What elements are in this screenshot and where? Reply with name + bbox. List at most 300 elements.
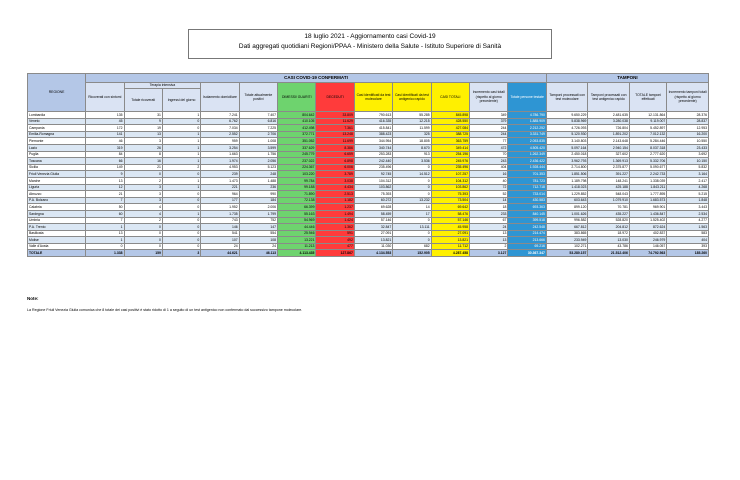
data-cell: 46.113 [239, 250, 277, 257]
data-cell: 9 [86, 171, 124, 178]
data-cell: 4.113.435 [278, 250, 316, 257]
table-row [28, 131, 709, 138]
data-cell: 44.621 [201, 250, 239, 257]
data-cell: 127.867 [316, 250, 354, 257]
data-cell: 13.821 [354, 237, 392, 244]
data-cell: 435.227 [588, 210, 630, 217]
table-row [28, 210, 709, 217]
data-cell: 2.450.018 [546, 151, 588, 158]
data-cell: 177 [201, 197, 239, 204]
region-name-cell: Liguria [28, 184, 86, 191]
data-cell: 990 [239, 191, 277, 198]
data-cell: 1.424 [316, 217, 354, 224]
data-cell: 12.131.864 [629, 112, 666, 119]
data-cell: 11.629 [316, 118, 354, 125]
data-cell: 21 [124, 164, 162, 171]
data-cell: 492 [316, 237, 354, 244]
table-row [28, 171, 709, 178]
data-cell: 1.974 [201, 158, 239, 165]
data-cell: 28.376 [667, 112, 709, 119]
data-cell: 253.283 [354, 151, 392, 158]
data-cell: 21 [86, 191, 124, 198]
data-cell: 6.898 [316, 158, 354, 165]
data-cell: 12 [86, 184, 124, 191]
data-cell: 24 [239, 243, 277, 250]
table-row [28, 230, 709, 237]
table-row [28, 158, 709, 165]
data-cell: 107 [201, 237, 239, 244]
data-cell: 58.476 [431, 210, 469, 217]
table-row [28, 217, 709, 224]
col-header-isolamento: Isolamento domiciliare [201, 83, 239, 112]
data-cell: 1 [86, 237, 124, 244]
data-cell: 3 [124, 197, 162, 204]
data-cell: 0 [393, 164, 431, 171]
data-cell: 319 [86, 144, 124, 151]
data-cell: 344.954 [354, 138, 392, 145]
data-cell: 21.512.406 [588, 250, 630, 257]
data-cell: 30.367.347 [508, 250, 547, 257]
report-date-title: 18 luglio 2021 - Aggiornamento casi Covid-19 [304, 33, 436, 40]
data-cell: 959 [201, 138, 239, 145]
data-cell: 0 [86, 243, 124, 250]
data-cell: 0 [393, 177, 431, 184]
data-cell: 5.090.677 [629, 164, 666, 171]
region-name-cell: Toscana [28, 158, 86, 165]
data-cell: 77 [470, 138, 508, 145]
data-cell: 340.744 [354, 144, 392, 151]
table-row [28, 164, 709, 171]
data-cell: 4.277 [667, 217, 709, 224]
data-cell: 603.643 [546, 197, 588, 204]
data-cell: 102.271 [546, 243, 588, 250]
data-cell: 2.212.252 [508, 125, 547, 132]
region-name-cell: Lombardia [28, 112, 86, 119]
data-cell: 1.262.349 [508, 151, 547, 158]
table-row [28, 177, 709, 184]
data-cell: 0 [162, 125, 200, 132]
data-cell: 3.599 [239, 144, 277, 151]
data-cell: 60 [86, 210, 124, 217]
data-cell: 2.481.635 [588, 112, 630, 119]
data-cell: 430.583 [508, 197, 547, 204]
col-header-tamponi-incremento: Incremento tamponi totali (rispetto al giorno precedente) [667, 83, 709, 112]
data-cell: 1.362 [316, 224, 354, 231]
table-row [28, 112, 709, 119]
data-cell: 477 [316, 243, 354, 250]
data-cell: 1 [162, 184, 200, 191]
data-cell: 233.949 [546, 237, 588, 244]
data-cell: 57.146 [431, 217, 469, 224]
data-cell: 0 [124, 243, 162, 250]
data-cell: 427.084 [431, 125, 469, 132]
data-cell: 13.232 [393, 197, 431, 204]
data-cell: 693.363 [508, 204, 547, 211]
data-cell: 13 [470, 237, 508, 244]
data-cell: 58.459 [354, 210, 392, 217]
data-cell: 0 [393, 230, 431, 237]
data-cell: 8.386 [316, 144, 354, 151]
data-cell: 245.779 [278, 151, 316, 158]
data-cell: 2.436.422 [508, 158, 547, 165]
data-cell: 3 [124, 138, 162, 145]
data-cell: 899.120 [546, 204, 588, 211]
data-cell: 159 [124, 250, 162, 257]
data-cell: 16 [470, 171, 508, 178]
region-name-cell: Molise [28, 237, 86, 244]
data-cell: 5.123 [239, 164, 277, 171]
data-cell: 5.452.897 [629, 125, 666, 132]
data-cell: 7.012.132 [629, 131, 666, 138]
data-cell: 393 [667, 243, 709, 250]
data-cell: 996.582 [546, 217, 588, 224]
region-name-cell: TOTALE [28, 250, 86, 257]
notes-text: La Regione Friuli Venezia Giulia comunica che 8 totale dei casi positivi è stato ridotto di 1 a seguito di un test antigenico non confermato dal successivo tampone molecolare. [27, 308, 303, 312]
data-cell: 6.816 [239, 118, 277, 125]
data-cell: 152.905 [393, 250, 431, 257]
data-cell: 388.423 [354, 131, 392, 138]
data-cell: 135 [86, 112, 124, 119]
region-name-cell: Puglia [28, 151, 86, 158]
data-cell: 1.079.910 [588, 197, 630, 204]
data-cell: 45 [86, 118, 124, 125]
col-header-ricoverati: Ricoverati con sintomi [86, 83, 124, 112]
data-cell: 3.962.793 [546, 158, 588, 165]
data-cell: 1.848 [667, 197, 709, 204]
data-cell: 425.188 [588, 184, 630, 191]
data-cell: 103.862 [431, 184, 469, 191]
col-header-positivi: Totale attualmente positivi [239, 83, 277, 112]
data-cell: 248 [239, 171, 277, 178]
data-cell: 416.335 [354, 118, 392, 125]
data-cell: 5.332.706 [629, 158, 666, 165]
data-cell: 0 [124, 171, 162, 178]
data-cell: 2.552 [201, 131, 239, 138]
data-cell: 349.414 [431, 144, 469, 151]
data-cell: 70 [470, 151, 508, 158]
data-cell: 103.220 [278, 171, 316, 178]
data-cell: 1.952 [201, 204, 239, 211]
data-cell: 7.407 [239, 112, 277, 119]
data-cell: 18.805 [393, 138, 431, 145]
data-cell: 4.786.790 [508, 112, 547, 119]
data-cell: 3.692 [667, 151, 709, 158]
data-cell: 0 [162, 204, 200, 211]
data-cell: 3.127 [470, 250, 508, 257]
table-row [28, 144, 709, 151]
data-cell: 11.213 [278, 243, 316, 250]
data-cell: 1 [162, 138, 200, 145]
data-cell: 391.227 [588, 171, 630, 178]
data-cell: 13.221 [278, 237, 316, 244]
data-cell: 1.799 [239, 210, 277, 217]
data-cell: 66.399 [278, 204, 316, 211]
data-cell: 5.832 [667, 164, 709, 171]
data-cell: 74.792.563 [629, 250, 666, 257]
data-cell: 2.777.620 [629, 151, 666, 158]
group-header-confirmed: CASI COVID-19 CONFERMATI [86, 74, 547, 83]
data-cell: 1.494 [316, 210, 354, 217]
data-cell: 224.367 [278, 164, 316, 171]
data-cell: 18 [470, 204, 508, 211]
data-cell: 13.030 [588, 237, 630, 244]
data-cell: 10.550 [667, 138, 709, 145]
data-cell: 1.369.913 [588, 158, 630, 165]
data-cell: 0 [393, 184, 431, 191]
data-cell: 1.683.573 [629, 197, 666, 204]
data-cell: 28.837 [667, 118, 709, 125]
data-cell: 3 [162, 250, 200, 257]
data-cell: 1.488 [239, 177, 277, 184]
table-row [28, 237, 709, 244]
data-cell: 17 [393, 210, 431, 217]
data-cell: 24 [470, 224, 508, 231]
data-cell: 2.417 [667, 177, 709, 184]
data-cell: 71.890 [278, 191, 316, 198]
data-cell: 1 [162, 158, 200, 165]
data-cell: 4.134.553 [354, 250, 392, 257]
region-name-cell: Marche [28, 177, 86, 184]
data-cell: 528.820 [588, 217, 630, 224]
data-cell: 214.474 [508, 230, 547, 237]
table-row [28, 118, 709, 125]
data-cell: 14 [470, 197, 508, 204]
data-cell: 2 [162, 164, 200, 171]
data-cell: 554 [239, 230, 277, 237]
table-total-row [28, 250, 709, 257]
data-cell: 92.745 [354, 171, 392, 178]
data-cell: 8.670 [393, 144, 431, 151]
data-cell: 60.272 [354, 197, 392, 204]
data-cell: 13 [124, 131, 162, 138]
data-cell: 4.726.093 [546, 125, 588, 132]
data-cell: 1.473 [201, 177, 239, 184]
data-cell: 239 [201, 171, 239, 178]
data-cell: 99.188 [278, 184, 316, 191]
data-cell: 7.034 [201, 125, 239, 132]
data-cell: 1.229.852 [546, 191, 588, 198]
col-header-incremento: Incremento casi totali (rispetto al giorno precedente) [470, 83, 508, 112]
region-name-cell: Piemonte [28, 138, 86, 145]
data-cell: 103.862 [354, 184, 392, 191]
data-cell: 5.215 [667, 191, 709, 198]
data-cell: 13 [470, 230, 508, 237]
covid-data-table [27, 73, 709, 257]
data-cell: 24 [201, 243, 239, 250]
data-cell: 1.735 [201, 210, 239, 217]
data-cell: 410.105 [278, 118, 316, 125]
data-cell: 9.650.229 [546, 112, 588, 119]
data-cell: 1.891.202 [588, 131, 630, 138]
data-cell: 964 [201, 191, 239, 198]
data-cell: 1.851.506 [546, 171, 588, 178]
col-header-totale-persone: Totale persone testate [508, 83, 547, 112]
data-cell: 6.006 [316, 164, 354, 171]
data-cell: 66 [86, 158, 124, 165]
data-cell: 235.496 [431, 164, 469, 171]
data-cell: 3.789 [316, 171, 354, 178]
data-cell: 185.260 [667, 250, 709, 257]
table-row [28, 191, 709, 198]
data-cell: 379 [470, 118, 508, 125]
data-cell: 583 [667, 230, 709, 237]
data-cell: 3.140.803 [546, 138, 588, 145]
data-cell: 1.338.039 [629, 177, 666, 184]
region-name-cell: Veneto [28, 118, 86, 125]
data-cell: 19 [124, 125, 162, 132]
data-cell: 13 [86, 230, 124, 237]
data-cell: 2.534 [667, 210, 709, 217]
data-cell: 69.642 [431, 204, 469, 211]
data-cell: 6.762 [201, 118, 239, 125]
data-cell: 1 [162, 151, 200, 158]
data-cell: 1.525.402 [629, 217, 666, 224]
data-cell: 0 [162, 118, 200, 125]
data-cell: 243 [470, 158, 508, 165]
data-cell: 55.163 [278, 210, 316, 217]
data-cell: 16.200 [667, 131, 709, 138]
region-name-cell: Calabria [28, 204, 86, 211]
data-cell: 428.550 [431, 118, 469, 125]
data-cell: 75.393 [431, 191, 469, 198]
data-cell: 46 [86, 138, 124, 145]
data-cell: 2.006 [239, 204, 277, 211]
data-cell: 1.756 [239, 151, 277, 158]
data-cell: 147 [239, 224, 277, 231]
data-cell: 351.052 [278, 138, 316, 145]
data-cell: 246.979 [629, 237, 666, 244]
data-cell: 11.599 [393, 125, 431, 132]
data-cell: 50 [86, 204, 124, 211]
region-name-cell: Basilicata [28, 230, 86, 237]
data-cell: 13.248 [316, 131, 354, 138]
data-cell: 204.812 [588, 224, 630, 231]
data-cell: 8.037.318 [629, 144, 666, 151]
data-cell: 72 [470, 184, 508, 191]
data-cell: 244 [470, 125, 508, 132]
data-cell: 6.659 [316, 151, 354, 158]
data-cell: 148.241 [588, 177, 630, 184]
data-cell: 69.216 [508, 243, 547, 250]
data-cell: 2.056 [239, 158, 277, 165]
data-cell: 7.361 [316, 125, 354, 132]
data-cell: 13.821 [431, 237, 469, 244]
region-name-cell: Sicilia [28, 164, 86, 171]
data-cell: 1.843.211 [629, 184, 666, 191]
data-cell: 3.536 [393, 158, 431, 165]
data-cell: 242.440 [354, 158, 392, 165]
data-cell: 75.393 [354, 191, 392, 198]
data-cell: 146 [201, 224, 239, 231]
covid-data-table-wrapper [27, 73, 709, 257]
data-cell: 804.642 [278, 112, 316, 119]
data-cell: 0 [162, 197, 200, 204]
data-cell: 55.285 [393, 112, 431, 119]
data-cell: 31 [124, 112, 162, 119]
col-header-ti-ingressi: Ingressi del giorno [162, 89, 200, 112]
data-cell: 53.280.157 [546, 250, 588, 257]
data-cell: 0 [393, 191, 431, 198]
data-cell: 1.001.626 [546, 210, 588, 217]
data-cell: 4.287.458 [431, 250, 469, 257]
data-cell: 0 [124, 230, 162, 237]
col-header-antigenico: Casi identificati da test antigenico rapido [393, 83, 431, 112]
data-cell: 472 [470, 144, 508, 151]
data-cell: 254.196 [431, 151, 469, 158]
data-cell: 4.505.420 [508, 144, 547, 151]
col-header-tamponi-totale: TOTALE tamponi effettuati [629, 83, 666, 112]
data-cell: 3.038 [316, 177, 354, 184]
region-name-cell: Abruzzo [28, 191, 86, 198]
data-cell: 12.215 [393, 118, 431, 125]
data-cell: 233 [470, 210, 508, 217]
table-row [28, 243, 709, 250]
data-cell: 5.284.446 [629, 138, 666, 145]
data-cell: 11.030 [354, 243, 392, 250]
data-cell: 7 [86, 217, 124, 224]
data-cell: 1.008 [239, 138, 277, 145]
data-cell: 790.613 [354, 112, 392, 119]
col-header-casi-totali: CASI TOTALI [431, 83, 469, 112]
data-cell: 104.312 [354, 177, 392, 184]
data-cell: 1 [162, 177, 200, 184]
data-cell: 327.602 [588, 151, 630, 158]
data-cell: 9.119.007 [629, 118, 666, 125]
data-cell: 2.714.800 [546, 164, 588, 171]
data-cell: 1.663 [201, 151, 239, 158]
data-cell: 0 [393, 217, 431, 224]
data-cell: 32.847 [354, 224, 392, 231]
data-cell: 733.014 [508, 191, 547, 198]
data-cell: 8 [124, 151, 162, 158]
table-row [28, 197, 709, 204]
data-cell: 415.841 [354, 125, 392, 132]
data-cell: 99.784 [278, 177, 316, 184]
data-cell: 591 [316, 230, 354, 237]
data-cell: 73.504 [431, 197, 469, 204]
group-header-tests: TAMPONI [546, 74, 708, 83]
data-cell: 0 [162, 171, 200, 178]
data-cell: 1.436.847 [629, 210, 666, 217]
data-cell: 18.972 [588, 230, 630, 237]
data-cell: 4.268 [667, 184, 709, 191]
data-cell: 0 [162, 237, 200, 244]
table-row [28, 204, 709, 211]
data-cell: 67 [470, 217, 508, 224]
data-cell: 14.512 [393, 171, 431, 178]
data-cell: 45.958 [431, 224, 469, 231]
data-cell: 11.699 [316, 138, 354, 145]
notes-title: Note: [27, 296, 39, 301]
data-cell: 4.434 [316, 184, 354, 191]
data-cell: 44.446 [278, 224, 316, 231]
report-title-box [188, 29, 552, 59]
data-cell: 337.629 [278, 144, 316, 151]
data-cell: 146.057 [629, 243, 666, 250]
data-cell: 752 [239, 217, 277, 224]
col-header-molecolare: Casi identificati da test molecolare [354, 83, 392, 112]
data-cell: 872.624 [629, 224, 666, 231]
data-cell: 3 [124, 191, 162, 198]
data-cell: 913 [393, 151, 431, 158]
data-cell: 4 [124, 210, 162, 217]
region-name-cell: Valle d'Aosta [28, 243, 86, 250]
data-cell: 1.189.798 [546, 177, 588, 184]
group-header-terapia-intensiva: Terapia intensiva [124, 83, 201, 89]
data-cell: 9 [124, 118, 162, 125]
data-cell: 26 [124, 144, 162, 151]
data-cell: 27.091 [431, 230, 469, 237]
